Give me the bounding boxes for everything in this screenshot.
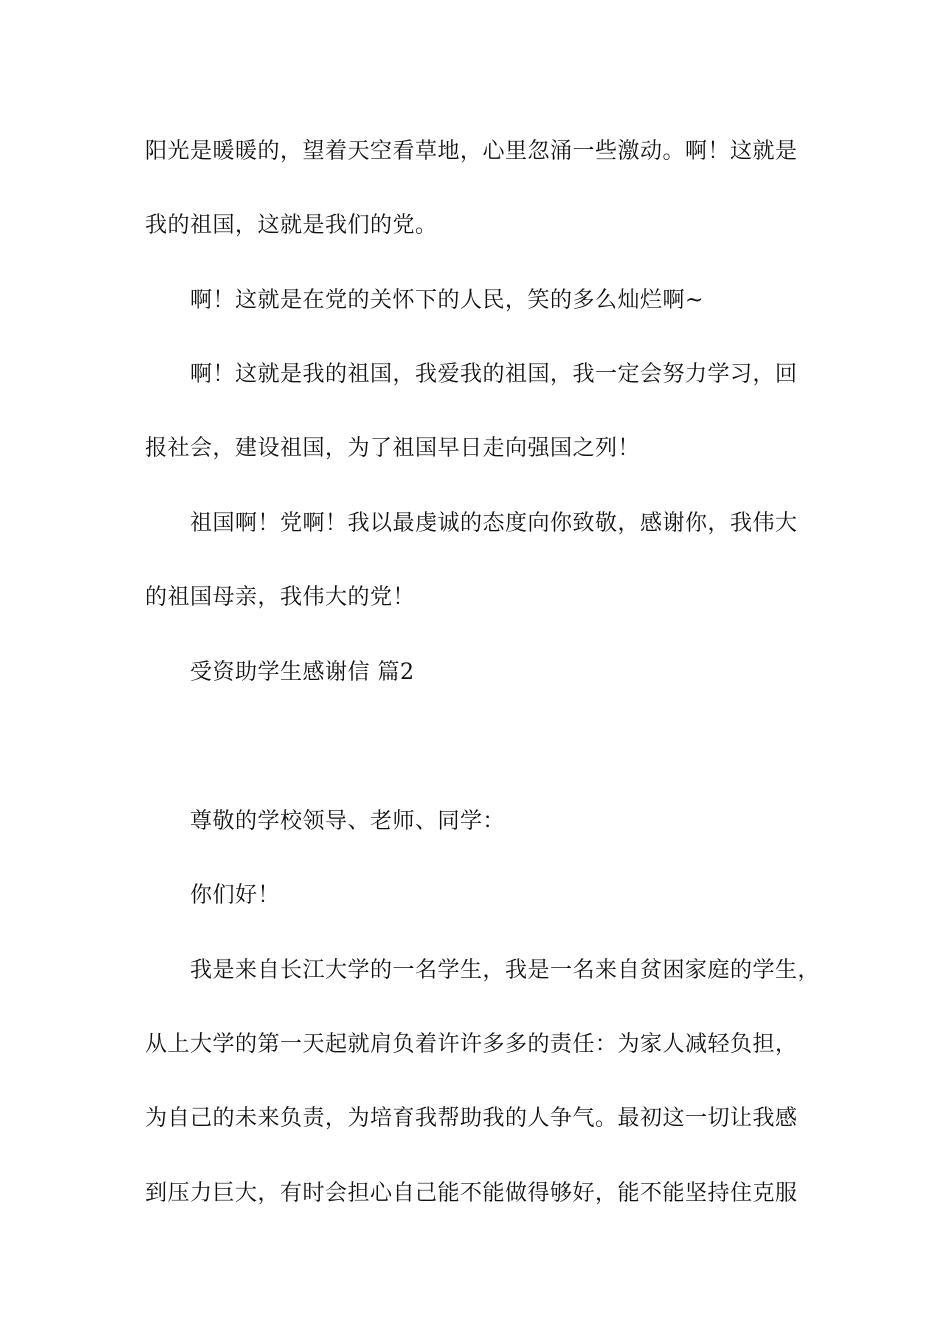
greeting: 你们好！ <box>190 883 281 908</box>
paragraph-line: 啊！这就是在党的关怀下的人民，笑的多么灿烂啊~ <box>190 288 704 313</box>
paragraph-line: 的祖国母亲，我伟大的党！ <box>145 585 416 610</box>
paragraph-line: 我是来自长江大学的一名学生，我是一名来自贫困家庭的学生， <box>190 958 821 983</box>
section-heading: 受资助学生感谢信 篇2 <box>190 660 415 685</box>
paragraph-line: 阳光是暖暖的，望着天空看草地，心里忽涌一些激动。啊！这就是 <box>145 139 798 164</box>
paragraph-line: 从上大学的第一天起就肩负着许许多多的责任：为家人减轻负担， <box>145 1032 798 1057</box>
paragraph-line: 到压力巨大，有时会担心自己能不能做得够好，能不能坚持住克服 <box>145 1181 798 1206</box>
paragraph-line: 啊！这就是我的祖国，我爱我的祖国，我一定会努力学习，回 <box>190 362 798 387</box>
paragraph-line: 祖国啊！党啊！我以最虔诚的态度向你致敬，感谢你，我伟大 <box>190 511 798 536</box>
paragraph-line: 我的祖国，这就是我们的党。 <box>145 213 438 238</box>
paragraph-line: 报社会，建设祖国，为了祖国早日走向强国之列！ <box>145 436 641 461</box>
paragraph-line: 为自己的未来负责，为培育我帮助我的人争气。最初这一切让我感 <box>145 1106 798 1131</box>
salutation: 尊敬的学校领导、老师、同学： <box>190 809 506 834</box>
